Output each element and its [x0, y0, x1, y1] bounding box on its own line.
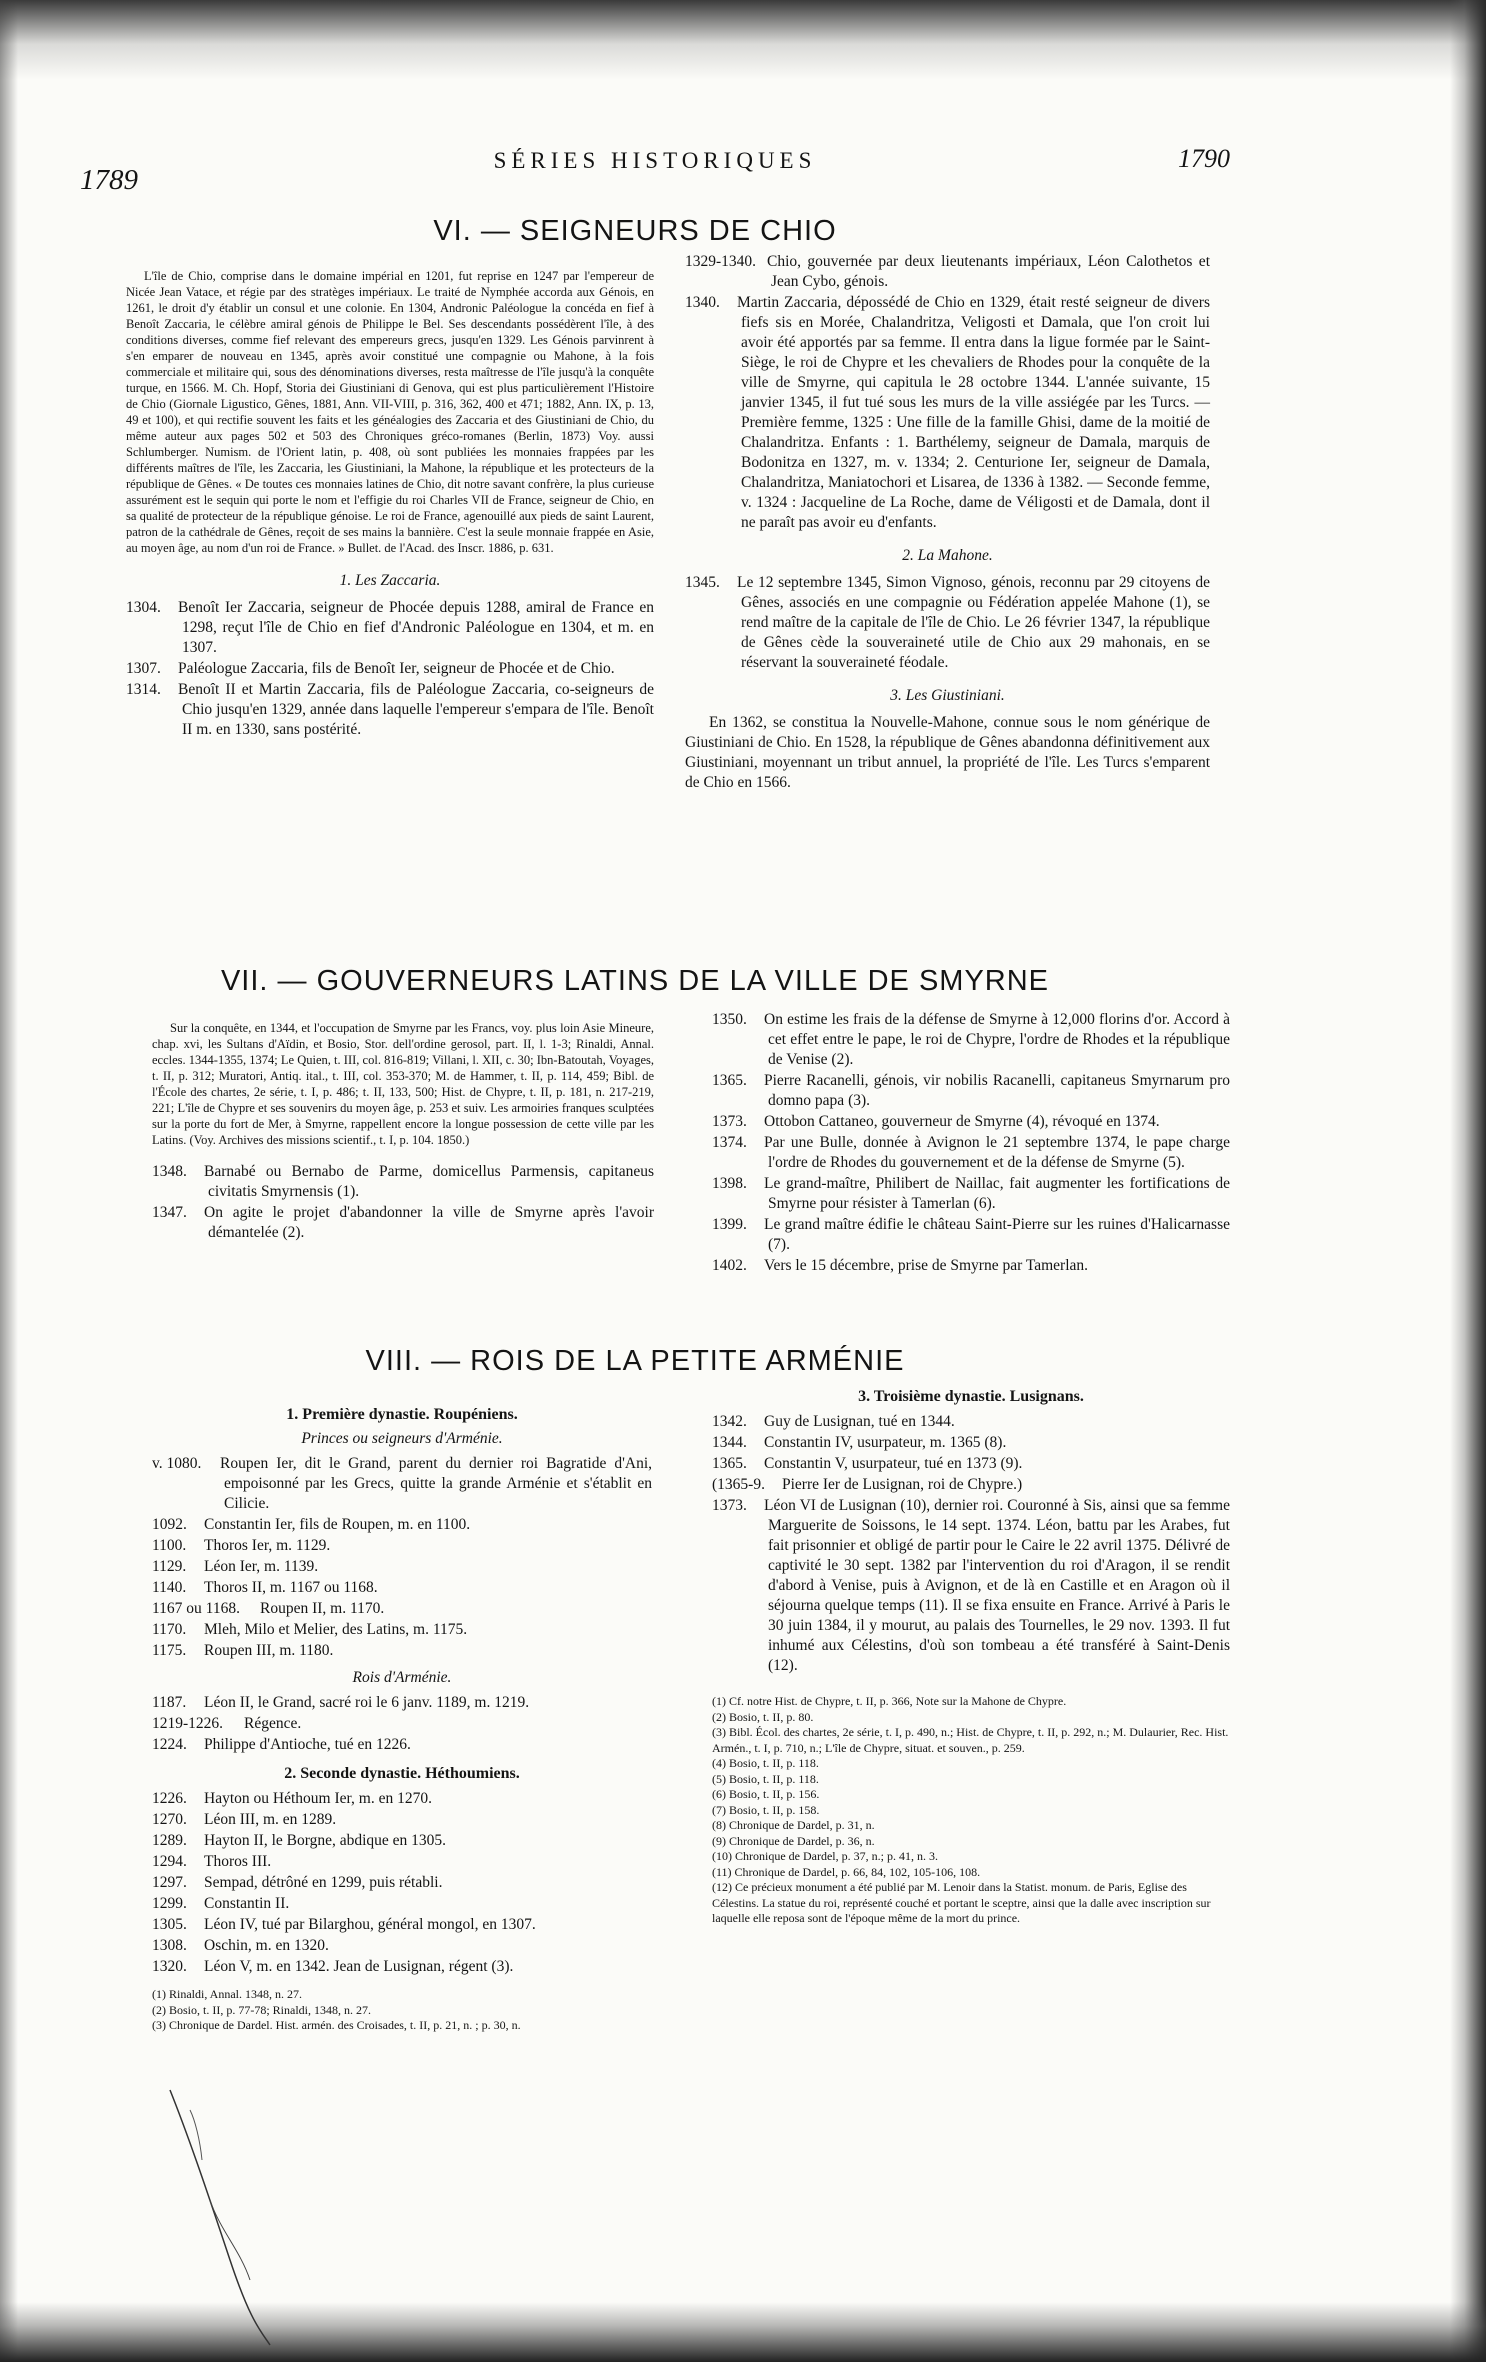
list-item: 1305. Léon IV, tué par Bilarghou, général mongol, en 1307.	[152, 1916, 536, 1933]
list-item: 1342. Guy de Lusignan, tué en 1344.	[712, 1413, 955, 1430]
pencil-scribble-mark	[150, 2080, 350, 2350]
list-item: 1350. On estime les frais de la défense de Smyrne à 12,000 florins d'or. Accord à cet effet entre le pape, le roi de Chypre, l'ordre de Rhodes et la république de Venise (2).	[712, 1011, 1230, 1068]
list-item: 1297. Sempad, détrôné en 1299, puis rétabli.	[152, 1874, 443, 1891]
list-item: 1314. Benoît II et Martin Zaccaria, fils de Paléologue Zaccaria, co-seigneurs de Chio jusqu'en 1329, année dans laquelle l'empereur s'empara de l'île. Benoît II m. en 1330, sans postérité.	[126, 681, 654, 738]
list-item: 1373. Léon VI de Lusignan (10), dernier roi. Couronné à Sis, ainsi que sa femme Marguerite de Soissons, le 14 sept. 1374. Léon, battu par les Arabes, fut fait prisonnier et obligé de partir pour le Caire le 22 avril 1375. Délivré de captivité le 30 sept. 1382 par l'intervention du roi d'Aragon, il se rendit d'abord à Venise, puis à Avignon, et de là en Castille et en Aragon où il séjourna quelque temps (11). Il se fixa ensuite en France. Arrivé à Paris le 30 juin 1384, il y mourut, au palais des Tournelles, le 29 nov. 1393. Il fut inhumé aux Célestins, d'où son tombeau a été transféré à Saint-Denis (12).	[712, 1497, 1230, 1674]
list-item: 1219-1226. Régence.	[152, 1715, 302, 1732]
list-item: 1289. Hayton II, le Borgne, abdique en 1305.	[152, 1832, 447, 1849]
list-item: 1170. Mleh, Milo et Melier, des Latins, m. 1175.	[152, 1621, 468, 1638]
list-item: 1329-1340. Chio, gouvernée par deux lieutenants impériaux, Léon Calothetos et Jean Cybo, génois.	[685, 253, 1210, 290]
list-item: 1365. Constantin V, usurpateur, tué en 1373 (9).	[712, 1455, 1023, 1472]
list-item: 1175. Roupen III, m. 1180.	[152, 1642, 334, 1659]
list-item: v. 1080. Roupen Ier, dit le Grand, parent du dernier roi Bagratide d'Ani, empoisonné par les Grecs, quitte la grande Arménie et s'établit en Cilicie.	[152, 1455, 652, 1512]
lusignans-list	[712, 1412, 1230, 1676]
page-number-left: 1789	[80, 164, 138, 196]
subsection-zaccaria: 1. Les Zaccaria.	[339, 572, 441, 589]
section-vi-right-column	[685, 252, 1210, 793]
footnote: (5) Bosio, t. II, p. 118.	[712, 1771, 819, 1786]
dynasty-3-heading: 3. Troisième dynastie. Lusignans.	[858, 1388, 1084, 1405]
footnote: (12) Ce précieux monument a été publié par M. Lenoir dans la Statist. monum. de Paris, Eglise des Célestins. La statue du roi, représenté couché et portant le sceptre, ainsi que la dalle avec inscription sur laquelle elle reposa sont de l'époque même de la mort du prince.	[712, 1880, 1211, 1925]
footnote: (6) Bosio, t. II, p. 156.	[712, 1787, 820, 1801]
page-number-right: 1790	[1178, 144, 1230, 173]
subsection-mahone: 2. La Mahone.	[902, 547, 993, 564]
list-item: 1344. Constantin IV, usurpateur, m. 1365 (8).	[712, 1434, 1007, 1451]
list-item: 1226. Hayton ou Héthoum Ier, m. en 1270.	[152, 1790, 432, 1807]
section-viii-title: VIII. — ROIS DE LA PETITE ARMÉNIE	[365, 1345, 905, 1377]
rois-armenie-subheading: Rois d'Arménie.	[352, 1669, 452, 1686]
zaccaria-list	[126, 598, 654, 740]
footnote: (3) Bibl. Écol. des chartes, 2e série, t. I, p. 490, n.; Hist. de Chypre, t. II, p. 292, n.; M. Dulaurier, Rec. Hist. Armén., t. I, p. 710, n.; L'île de Chypre, situat. et souven., p. 259.	[712, 1725, 1229, 1755]
list-item: 1167 ou 1168. Roupen II, m. 1170.	[152, 1600, 385, 1617]
page-header	[80, 140, 1230, 196]
list-item: 1270. Léon III, m. en 1289.	[152, 1811, 337, 1828]
section-viii-left-column	[152, 1398, 652, 2034]
roupeniens-list	[152, 1454, 652, 1661]
footnote: (8) Chronique de Dardel, p. 31, n.	[712, 1818, 875, 1832]
subsection-giustiniani: 3. Les Giustiniani.	[890, 687, 1005, 704]
list-item: 1129. Léon Ier, m. 1139.	[152, 1558, 319, 1575]
running-title: SÉRIES HISTORIQUES	[493, 148, 817, 173]
list-item: 1402. Vers le 15 décembre, prise de Smyrne par Tamerlan.	[712, 1257, 1089, 1274]
giustiniani-paragraph: En 1362, se constitua la Nouvelle-Mahone, connue sous le nom générique de Giustiniani de Chio. En 1528, la république de Gênes abandonna définitivement aux Giustiniani, moyennant un tribut annuel, la propriété de l'île. Les Turcs s'emparent de Chio en 1566.	[685, 714, 1210, 791]
list-item: 1345. Le 12 septembre 1345, Simon Vignoso, génois, reconnu par 29 citoyens de Gênes, associés en une compagnie ou Fédération appelée Mahone (1), se rend maître de la capitale de l'île de Chio. Le 26 février 1347, la république de Gênes cède la souveraineté utile de Chio aux 29 mahonais, en se réservant la souveraineté féodale.	[685, 574, 1210, 671]
section-vii-title: VII. — GOUVERNEURS LATINS DE LA VILLE DE SMYRNE	[220, 965, 1050, 997]
footnote: (2) Bosio, t. II, p. 80.	[712, 1709, 814, 1724]
section-vii-right-column	[712, 1010, 1230, 1277]
section-vi-intro: L'île de Chio, comprise dans le domaine impérial en 1201, fut reprise en 1247 par l'empereur de Nicée Jean Vatace, et régie par des stratèges impériaux. Le traité de Nymphée accorda aux Génois, en 1261, le droit d'y établir un consul et une colonie. En 1304, Andronic Paléologue la concéda en fief à Benoît Zaccaria, le célèbre amiral génois de Philippe le Bel. Ses descendants possédèrent l'île, à des conditions diverses, comme fief relevant des empereurs grecs, jusqu'en 1329. Les Génois parvinrent à s'en emparer de nouveau en 1345, après avoir constitué une compagnie ou Mahone, à la fois commerciale et militaire qui, sous des dénominations diverses, resta maîtresse de l'île jusqu'à la conquête turque, en 1566. M. Ch. Hopf, Storia dei Giustiniani di Genova, qui est plus particulièrement l'Histoire de Chio (Giornale Ligustico, Gênes, 1881, Ann. VII-VIII, p. 316, 362, 400 et 471; 1882, Ann. IX, p. 13, 49 et 100), et qui rectifie souvent les faits et les généalogies des Zaccaria et des Giustiniani de Chio, du même auteur aux pages 502 et 503 des Chroniques gréco-romanes (Berlin, 1873) Voy. aussi Schlumberger. Numism. de l'Orient latin, p. 408, où sont publiées les monnaies frappées par les différents maîtres de l'île, les Zaccaria, les Giustiniani, la Mahone, la république et les protecteurs de la république de Gênes. « De toutes ces monnaies latines de Chio, dit notre savant confrère, la plus curieuse assurément est le sequin qui porte le nom et l'effigie du roi Charles VII de France, seigneur de Chio, en sa qualité de protecteur de la république génoise. Le roi de France, agenouillé aux pieds de saint Laurent, patron de la cathédrale de Gênes, reçoit de ses mains la bannière. C'est la seule monnaie frappée en Asie, au moyen âge, au nom d'un roi de France. » Bullet. de l'Acad. des Inscr. 1886, p. 631.	[126, 269, 654, 555]
footnote: (10) Chronique de Dardel, p. 37, n.; p. 41, n. 3.	[712, 1849, 938, 1863]
list-item: 1092. Constantin Ier, fils de Roupen, m. en 1100.	[152, 1516, 471, 1533]
smyrne-list-left	[152, 1162, 654, 1243]
footnotes-right	[712, 1694, 1230, 1927]
list-item: 1374. Par une Bulle, donnée à Avignon le 21 septembre 1374, le pape charge l'ordre de Rhodes du gouvernement et de la défense de Smyrne (5).	[712, 1134, 1230, 1171]
section-vi-left-column	[126, 268, 654, 741]
hethoumiens-list	[152, 1789, 652, 1977]
list-item: 1140. Thoros II, m. 1167 ou 1168.	[152, 1579, 378, 1596]
list-item: 1308. Oschin, m. en 1320.	[152, 1937, 329, 1954]
list-item: (1365-9. Pierre Ier de Lusignan, roi de Chypre.)	[712, 1476, 1023, 1493]
list-item: 1224. Philippe d'Antioche, tué en 1226.	[152, 1736, 411, 1753]
footnote: (1) Rinaldi, Annal. 1348, n. 27.	[152, 1987, 302, 2001]
footnote: (7) Bosio, t. II, p. 158.	[712, 1802, 820, 1817]
footnote: (11) Chronique de Dardel, p. 66, 84, 102, 105-106, 108.	[712, 1864, 981, 1879]
footnote: (4) Bosio, t. II, p. 118.	[712, 1756, 819, 1770]
section-viii-right-column	[712, 1380, 1230, 1927]
list-item: 1294. Thoros III.	[152, 1853, 272, 1870]
section-vii-intro: Sur la conquête, en 1344, et l'occupation de Smyrne par les Francs, voy. plus loin Asie Mineure, chap. xvi, les Sultans d'Aïdin, et Bosio, Stor. dell'ordine gerosol, part. II, l. 1-3; Rinaldi, Annal. eccles. 1344-1355, 1374; Le Quien, t. III, col. 816-819; Villani, l. XII, c. 30; Ibn-Batoutah, Voyages, t. II, p. 312; Muratori, Antiq. ital., t. III, col. 353-370; M. de Hammer, t. II, p. 114, 459; Bibl. de l'École des chartes, 2e série, t. I, p. 486; t. II, 133, 500; Hist. de Chypre, t. II, p. 181, n. 217-219, 221; L'île de Chypre et ses souvenirs du moyen âge, p. 253 et suiv. Les armoiries franques sculptées sur la porte du fort de Mer, à Smyrne, rappellent encore la longue possession de cette ville par les Latins. (Voy. Archives des missions scientif., t. I, p. 104. 1850.)	[152, 1021, 654, 1147]
scan-edge-top	[0, 0, 1486, 80]
footnote: (1) Cf. notre Hist. de Chypre, t. II, p. 366, Note sur la Mahone de Chypre.	[712, 1694, 1067, 1708]
dynasty-2-heading: 2. Seconde dynastie. Héthoumiens.	[284, 1765, 520, 1782]
scan-edge-right	[1450, 0, 1486, 2362]
footnote: (3) Chronique de Dardel. Hist. armén. des Croisades, t. II, p. 21, n. ; p. 30, n.	[152, 2018, 521, 2032]
list-item: 1340. Martin Zaccaria, dépossédé de Chio en 1329, était resté seigneur de divers fiefs sis en Morée, Chalandritza, Veligosti et Damala, que l'on croit lui avoir été apportés par sa femme. Il entra dans la ligue formée par le Saint-Siège, le roi de Chypre et les chevaliers de Rhodes pour la conquête de la ville de Smyrne, qui capitula le 28 octobre 1344. L'année suivante, 15 janvier 1345, il fut tué sous les murs de la ville assiégée par les Turcs. — Première femme, 1325 : Une fille de la famille Ghisi, dame de la moitié de Chalandritza. Enfants : 1. Barthélemy, seigneur de Damala, marquis de Bodonitza en 1327, m. v. 1334; 2. Centurione Ier, seigneur de Damala, Chalandritza, Maniatochori et Lisarea, de 1336 à 1382. — Seconde femme, v. 1324 : Jacqueline de La Roche, dame de Véligosti et de Damala, dont il ne paraît pas avoir eu d'enfants.	[685, 294, 1210, 531]
dynasty-1-subheading: Princes ou seigneurs d'Arménie.	[301, 1430, 503, 1447]
footnotes-left	[152, 1987, 652, 2034]
scan-edge-left	[0, 0, 18, 2362]
list-item: 1299. Constantin II.	[152, 1895, 290, 1912]
list-item: 1304. Benoît Ier Zaccaria, seigneur de Phocée depuis 1288, amiral de France en 1298, reçut l'île de Chio en fief d'Andronic Paléologue en 1304, et m. en 1307.	[126, 599, 654, 656]
list-item: 1347. On agite le projet d'abandonner la ville de Smyrne après l'avoir démantelée (2).	[152, 1204, 654, 1241]
dynasty-1-heading: 1. Première dynastie. Roupéniens.	[286, 1406, 518, 1423]
rois-armenie-list	[152, 1693, 652, 1755]
list-item: 1373. Ottobon Cattaneo, gouverneur de Smyrne (4), révoqué en 1374.	[712, 1113, 1160, 1130]
footnote: (9) Chronique de Dardel, p. 36, n.	[712, 1833, 875, 1848]
list-item: 1365. Pierre Racanelli, génois, vir nobilis Racanelli, capitaneus Smyrnarum pro domno papa (3).	[712, 1072, 1230, 1109]
list-item: 1100. Thoros Ier, m. 1129.	[152, 1537, 331, 1554]
footnote: (2) Bosio, t. II, p. 77-78; Rinaldi, 1348, n. 27.	[152, 2002, 371, 2017]
list-item: 1348. Barnabé ou Bernabo de Parme, domicellus Parmensis, capitaneus civitatis Smyrnensis (1).	[152, 1163, 654, 1200]
section-vi-title: VI. — SEIGNEURS DE CHIO	[433, 215, 837, 247]
list-item: 1398. Le grand-maître, Philibert de Naillac, fait augmenter les fortifications de Smyrne pour résister à Tamerlan (6).	[712, 1175, 1230, 1212]
list-item: 1307. Paléologue Zaccaria, fils de Benoît Ier, seigneur de Phocée et de Chio.	[126, 660, 615, 677]
section-vii-left-column	[152, 1020, 654, 1244]
list-item: 1399. Le grand maître édifie le château Saint-Pierre sur les ruines d'Halicarnasse (7).	[712, 1216, 1230, 1253]
list-item: 1187. Léon II, le Grand, sacré roi le 6 janv. 1189, m. 1219.	[152, 1694, 530, 1711]
list-item: 1320. Léon V, m. en 1342. Jean de Lusignan, régent (3).	[152, 1958, 514, 1975]
